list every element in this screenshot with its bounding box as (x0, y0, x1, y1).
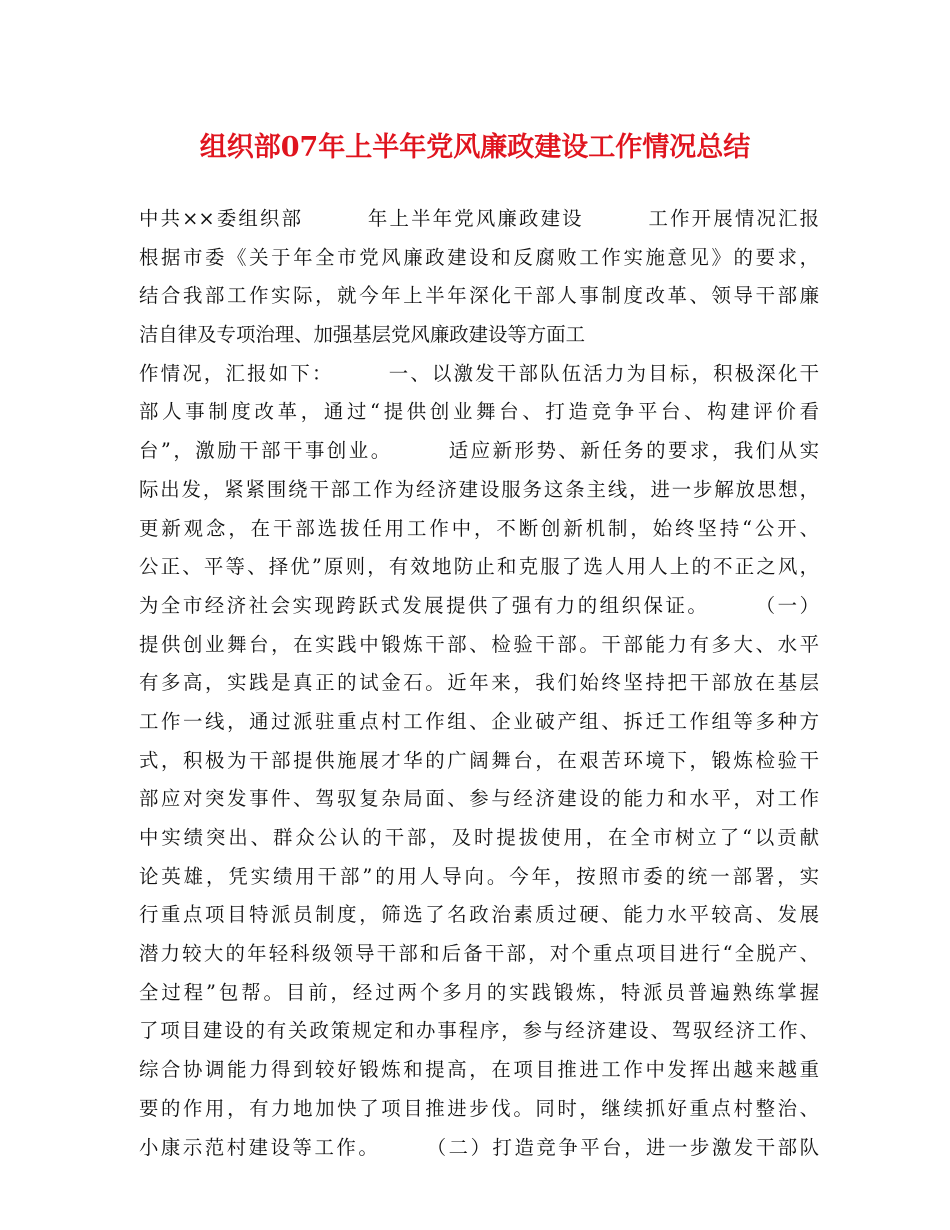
body-line: 小康示范村建设等工作。 （二）打造竞争平台，进一步激发干部队 (139, 1135, 819, 1159)
body-line: 了项目建设的有关政策规定和办事程序，参与经济建设、驾驭经济工作、 (139, 1019, 819, 1043)
body-line: 要的作用，有力地加快了项目推进步伐。同时，继续抓好重点村整治、 (139, 1096, 819, 1120)
body-line: 论英雄，凭实绩用干部”的用人导向。今年，按照市委的统一部署，实 (139, 864, 819, 888)
body-line: 中共××委组织部 年上半年党风廉政建设 工作开展情况汇报 (139, 207, 819, 230)
body-line: 工作一线，通过派驻重点村工作组、企业破产组、拆迁工作组等多种方 (139, 709, 819, 733)
body-line: 部人事制度改革，通过“提供创业舞台、打造竞争平台、构建评价看 (139, 400, 819, 424)
body-line: 为全市经济社会实现跨跃式发展提供了强有力的组织保证。 （一） (139, 593, 819, 617)
body-line: 部应对突发事件、驾驭复杂局面、参与经济建设的能力和水平，对工作 (139, 787, 819, 811)
body-line: 行重点项目特派员制度，筛选了名政治素质过硬、能力水平较高、发展 (139, 903, 819, 927)
body-line: 公正、平等、择优”原则，有效地防止和克服了选人用人上的不正之风， (139, 555, 819, 579)
body-line: 根据市委《关于年全市党风廉政建设和反腐败工作实施意见》的要求， (139, 245, 819, 269)
body-line: 提供创业舞台，在实践中锻炼干部、检验干部。干部能力有多大、水平 (139, 632, 819, 656)
document-title: 组织部07年上半年党风廉政建设工作情况总结 (199, 132, 751, 163)
document-body (139, 200, 819, 1167)
body-line: 潜力较大的年轻科级领导干部和后备干部，对个重点项目进行“全脱产、 (139, 942, 819, 966)
body-line: 洁自律及专项治理、加强基层党风廉政建设等方面工 (139, 323, 585, 347)
body-line: 式，积极为干部提供施展才华的广阔舞台，在艰苦环境下，锻炼检验干 (139, 748, 819, 772)
body-line: 中实绩突出、群众公认的干部，及时提拔使用，在全市树立了“以贡献 (139, 826, 819, 849)
body-line: 更新观念，在干部选拔任用工作中，不断创新机制，始终坚持“公开、 (139, 516, 819, 540)
body-line: 作情况，汇报如下： 一、以激发干部队伍活力为目标，积极深化干 (139, 361, 819, 385)
body-line: 全过程”包帮。目前，经过两个多月的实践锻炼，特派员普遍熟练掌握 (139, 980, 819, 1004)
body-line: 综合协调能力得到较好锻炼和提高，在项目推进工作中发挥出越来越重 (139, 1058, 819, 1082)
body-line: 结合我部工作实际，就今年上半年深化干部人事制度改革、领导干部廉 (139, 284, 819, 308)
body-line: 际出发，紧紧围绕干部工作为经济建设服务这条主线，进一步解放思想， (139, 477, 819, 501)
body-line: 有多高，实践是真正的试金石。近年来，我们始终坚持把干部放在基层 (139, 671, 819, 695)
body-line: 台”，激励干部干事创业。 适应新形势、新任务的要求，我们从实 (139, 439, 819, 463)
